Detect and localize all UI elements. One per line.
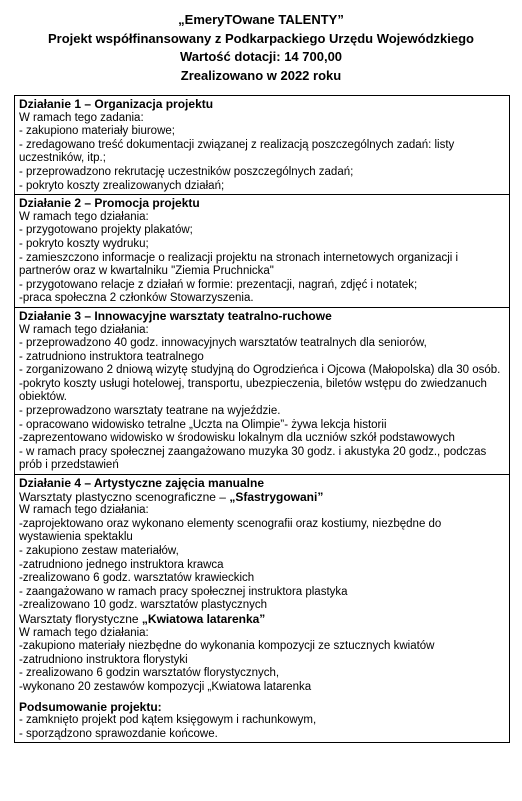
list-item: -zaprezentowano widowisko w środowisku lokalnym dla uczniów szkół podstawowych — [19, 432, 455, 445]
list-item: - zakupiono materiały biurowe; — [19, 125, 175, 138]
list-item: - pokryto koszty wydruku; — [19, 237, 149, 250]
activity-row-4 — [15, 475, 510, 743]
list-item: - zatrudniono instruktora teatralnego — [19, 350, 204, 363]
workshop-name: „Sfastrygowani” — [229, 489, 324, 504]
activity-cell-2 — [15, 195, 510, 308]
list-item: - zredagowano treść dokumentacji związanej z realizacją poszczególnych zadań: listy uczestników, itp.; — [19, 138, 455, 165]
activity-row-3 — [15, 307, 510, 474]
list-item: - zakupiono zestaw materiałów, — [19, 545, 179, 557]
list-item: - przygotowano relacje z działań w formie: prezentacji, nagrań, zdjęć i notatek; — [19, 278, 418, 291]
activity-row-2 — [15, 195, 510, 308]
activity-title: Działanie 4 – Artystyczne zajęcia manualne — [19, 476, 264, 491]
list-item: -zatrudniono instruktora florystyki — [19, 653, 188, 666]
list-item: -zakupiono materiały niezbędne do wykonania kompozycji ze sztucznych kwiatów — [19, 640, 435, 653]
activity-row-1 — [15, 96, 510, 195]
project-title: „EmeryTOwane TALENTY” — [178, 12, 344, 27]
list-item: - zorganizowano 2 dniową wizytę studyjną do Ogrodzieńca i Ojcowa (Małopolska) dla 30 osób. — [19, 364, 501, 377]
activity-title: Działanie 1 – Organizacja projektu — [19, 97, 214, 111]
workshop-prefix: Warsztaty florystyczne — [19, 611, 142, 626]
list-item: - zrealizowano 6 godzin warsztatów florystycznych, — [19, 667, 280, 680]
activity-title: Działanie 2 – Promocja projektu — [19, 196, 200, 211]
list-item: - opracowano widowisko tetralne „Uczta na Olimpie”- żywa lekcja historii — [19, 418, 387, 431]
activity-intro: W ramach tego działania: — [19, 504, 149, 517]
list-item: - przeprowadzono 40 godz. innowacyjnych warsztatów teatralnych dla seniorów, — [19, 337, 427, 350]
activity-cell-3 — [15, 307, 510, 474]
list-item: -pokryto koszty usługi hotelowej, transportu, ubezpieczenia, biletów wstępu do zwiedzanuch obiektów. — [19, 377, 487, 404]
list-item: - zaangażowano w ramach pracy społecznej instruktora plastyka — [19, 585, 348, 598]
activity-intro: W ramach tego działania: — [19, 210, 149, 223]
activities-table — [14, 95, 510, 743]
list-item: - sporządzono sprawozdanie końcowe. — [19, 727, 218, 740]
workshop-name: „Kwiatowa latarenka” — [141, 611, 266, 626]
list-item: - zamknięto projekt pod kątem księgowym i rachunkowym, — [19, 714, 317, 727]
workshop-prefix: Warsztaty plastyczno scenograficzne – — [19, 489, 230, 504]
list-item: - zamieszczono informacje o realizacji projektu na stronach internetowych organizacji i partnerów oraz w kwartalniku "Ziemia Pruchnicka" — [19, 251, 459, 278]
list-item: -zrealizowano 6 godz. warsztatów krawieckich — [19, 572, 255, 585]
list-item: - pokryto koszty zrealizowanych działań; — [19, 179, 225, 192]
list-item: -praca społeczna 2 członków Stowarzyszenia. — [19, 292, 254, 305]
list-item: - przygotowano projekty plakatów; — [19, 224, 193, 237]
list-item: - w ramach pracy społecznej zaangażowano muzyka 30 godz. i akustyka 20 godz., podczas prób i przedstawień — [19, 445, 487, 472]
workshop-subtitle-2 — [19, 613, 505, 627]
activity-cell-1 — [15, 96, 510, 195]
activity-intro: W ramach tego działania: — [19, 323, 149, 336]
list-item: - przeprowadzono rekrutację uczestników poszczególnych zadań; — [19, 165, 354, 178]
list-item: - przeprowadzono warsztaty teatrane na wyjeździe. — [19, 405, 281, 418]
summary-title: Podsumowanie projektu: — [19, 699, 162, 714]
activity-title: Działanie 3 – Innowacyjne warsztaty teatralno-ruchowe — [19, 308, 332, 323]
list-item: -zrealizowano 10 godz. warsztatów plastycznych — [19, 599, 268, 612]
workshop-subtitle-1 — [19, 491, 505, 505]
activity-intro: W ramach tego zadania: — [19, 111, 144, 124]
activity-cell-4 — [15, 475, 510, 743]
realization-year: Zrealizowano w 2022 roku — [180, 67, 342, 83]
grant-value: Wartość dotacji: 14 700,00 — [179, 49, 343, 64]
list-item: -zatrudniono jednego instruktora krawca — [19, 558, 224, 571]
document-header — [0, 11, 522, 85]
activity-intro: W ramach tego działania: — [19, 626, 149, 639]
list-item: -wykonano 20 zestawów kompozycji „Kwiatowa latarenka — [19, 680, 312, 693]
list-item: -zaprojektowano oraz wykonano elementy scenografii oraz kostiumy, niezbędne do wystawienia spektaklu — [19, 517, 442, 544]
project-funding: Projekt współfinansowany z Podkarpackiego Urzędu Wojewódzkiego — [48, 30, 474, 46]
